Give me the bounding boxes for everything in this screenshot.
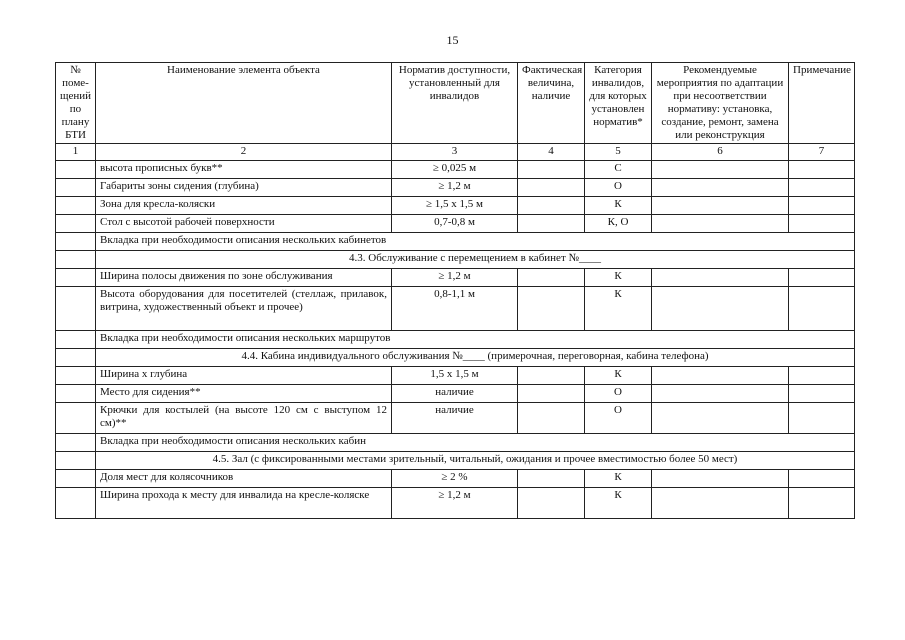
element-name-cell: Зона для кресла-коляски	[96, 197, 392, 215]
norm-cell: 1,5 х 1,5 м	[392, 367, 518, 385]
column-number: 4	[518, 144, 585, 161]
recommendation-cell	[652, 488, 789, 519]
element-name-cell: Высота оборудования для посетителей (стеллаж, прилавок, витрина, художественный объект и прочее)	[96, 287, 392, 331]
norm-cell: 0,7-0,8 м	[392, 215, 518, 233]
table-row	[56, 215, 855, 233]
norm-cell: ≥ 1,5 х 1,5 м	[392, 197, 518, 215]
element-name-cell: Стол с высотой рабочей поверхности	[96, 215, 392, 233]
recommendation-cell	[652, 403, 789, 434]
note-cell	[789, 385, 855, 403]
recommendation-cell	[652, 470, 789, 488]
table-row	[56, 470, 855, 488]
accessibility-table	[55, 62, 855, 519]
section-header-row	[56, 349, 855, 367]
room-number-cell	[56, 197, 96, 215]
section-title: 4.3. Обслуживание с перемещением в кабинет №____	[96, 251, 855, 269]
header-row	[56, 63, 855, 144]
column-number-row	[56, 144, 855, 161]
header-room-number: № поме- щений по плану БТИ	[56, 63, 96, 144]
note-cell	[789, 488, 855, 519]
actual-value-cell	[518, 179, 585, 197]
note-cell	[789, 269, 855, 287]
room-number-cell	[56, 349, 96, 367]
insert-note-row	[56, 233, 855, 251]
element-name-cell: Ширина полосы движения по зоне обслуживания	[96, 269, 392, 287]
header-note: Примечание	[789, 63, 855, 144]
room-number-cell	[56, 452, 96, 470]
actual-value-cell	[518, 197, 585, 215]
room-number-cell	[56, 179, 96, 197]
actual-value-cell	[518, 367, 585, 385]
insert-note-row	[56, 434, 855, 452]
category-cell: К	[585, 470, 652, 488]
room-number-cell	[56, 269, 96, 287]
room-number-cell	[56, 488, 96, 519]
category-cell: О	[585, 179, 652, 197]
room-number-cell	[56, 287, 96, 331]
table-row	[56, 488, 855, 519]
column-number: 2	[96, 144, 392, 161]
category-cell: К	[585, 488, 652, 519]
recommendation-cell	[652, 197, 789, 215]
element-name-cell: Место для сидения**	[96, 385, 392, 403]
element-name-cell: Габариты зоны сидения (глубина)	[96, 179, 392, 197]
note-cell	[789, 470, 855, 488]
table-body	[56, 161, 855, 519]
element-name-cell: Крючки для костылей (на высоте 120 см с выступом 12 см)**	[96, 403, 392, 434]
actual-value-cell	[518, 287, 585, 331]
norm-cell: наличие	[392, 385, 518, 403]
column-number: 3	[392, 144, 518, 161]
insert-note-row	[56, 331, 855, 349]
header-recommendations: Рекомендуемые мероприятия по адаптации при несоответствии нормативу: установка, создание, ремонт, замена или реконструкция	[652, 63, 789, 144]
actual-value-cell	[518, 215, 585, 233]
section-header-row	[56, 452, 855, 470]
note-cell	[789, 287, 855, 331]
category-cell: К	[585, 269, 652, 287]
norm-cell: ≥ 2 %	[392, 470, 518, 488]
room-number-cell	[56, 470, 96, 488]
actual-value-cell	[518, 488, 585, 519]
category-cell: К, О	[585, 215, 652, 233]
room-number-cell	[56, 367, 96, 385]
norm-cell: ≥ 1,2 м	[392, 269, 518, 287]
header-category: Категория инвалидов, для которых установлен норматив*	[585, 63, 652, 144]
recommendation-cell	[652, 179, 789, 197]
insert-note: Вкладка при необходимости описания нескольких маршрутов	[96, 331, 855, 349]
table-row	[56, 161, 855, 179]
actual-value-cell	[518, 161, 585, 179]
insert-note: Вкладка при необходимости описания нескольких кабин	[96, 434, 855, 452]
norm-cell: ≥ 1,2 м	[392, 179, 518, 197]
room-number-cell	[56, 403, 96, 434]
header-element-name: Наименование элемента объекта	[96, 63, 392, 144]
room-number-cell	[56, 215, 96, 233]
norm-cell: наличие	[392, 403, 518, 434]
room-number-cell	[56, 251, 96, 269]
category-cell: К	[585, 197, 652, 215]
section-header-row	[56, 251, 855, 269]
recommendation-cell	[652, 287, 789, 331]
category-cell: О	[585, 403, 652, 434]
norm-cell: ≥ 0,025 м	[392, 161, 518, 179]
note-cell	[789, 197, 855, 215]
table-row	[56, 269, 855, 287]
room-number-cell	[56, 385, 96, 403]
actual-value-cell	[518, 269, 585, 287]
room-number-cell	[56, 331, 96, 349]
element-name-cell: Ширина прохода к месту для инвалида на кресле-коляске	[96, 488, 392, 519]
page-number: 15	[446, 33, 459, 47]
category-cell: С	[585, 161, 652, 179]
recommendation-cell	[652, 161, 789, 179]
note-cell	[789, 403, 855, 434]
norm-cell: ≥ 1,2 м	[392, 488, 518, 519]
recommendation-cell	[652, 215, 789, 233]
room-number-cell	[56, 434, 96, 452]
recommendation-cell	[652, 385, 789, 403]
header-norm: Норматив доступности, установленный для инвалидов	[392, 63, 518, 144]
category-cell: К	[585, 367, 652, 385]
table-row	[56, 367, 855, 385]
note-cell	[789, 161, 855, 179]
table-row	[56, 385, 855, 403]
actual-value-cell	[518, 403, 585, 434]
section-title: 4.5. Зал (с фиксированными местами зрительный, читальный, ожидания и прочее вместимостью более 50 мест)	[96, 452, 855, 470]
norm-cell: 0,8-1,1 м	[392, 287, 518, 331]
table-row	[56, 179, 855, 197]
header-actual: Фактическая величина, наличие	[518, 63, 585, 144]
table-row	[56, 197, 855, 215]
note-cell	[789, 179, 855, 197]
column-number: 1	[56, 144, 96, 161]
column-number: 6	[652, 144, 789, 161]
actual-value-cell	[518, 470, 585, 488]
element-name-cell: Доля мест для колясочников	[96, 470, 392, 488]
recommendation-cell	[652, 269, 789, 287]
column-number: 7	[789, 144, 855, 161]
note-cell	[789, 215, 855, 233]
category-cell: К	[585, 287, 652, 331]
recommendation-cell	[652, 367, 789, 385]
table-row	[56, 403, 855, 434]
table-row	[56, 287, 855, 331]
element-name-cell: Ширина х глубина	[96, 367, 392, 385]
room-number-cell	[56, 233, 96, 251]
note-cell	[789, 367, 855, 385]
element-name-cell: высота прописных букв**	[96, 161, 392, 179]
room-number-cell	[56, 161, 96, 179]
section-title: 4.4. Кабина индивидуального обслуживания №____ (примерочная, переговорная, кабина телефона)	[96, 349, 855, 367]
insert-note: Вкладка при необходимости описания нескольких кабинетов	[96, 233, 855, 251]
category-cell: О	[585, 385, 652, 403]
column-number: 5	[585, 144, 652, 161]
actual-value-cell	[518, 385, 585, 403]
